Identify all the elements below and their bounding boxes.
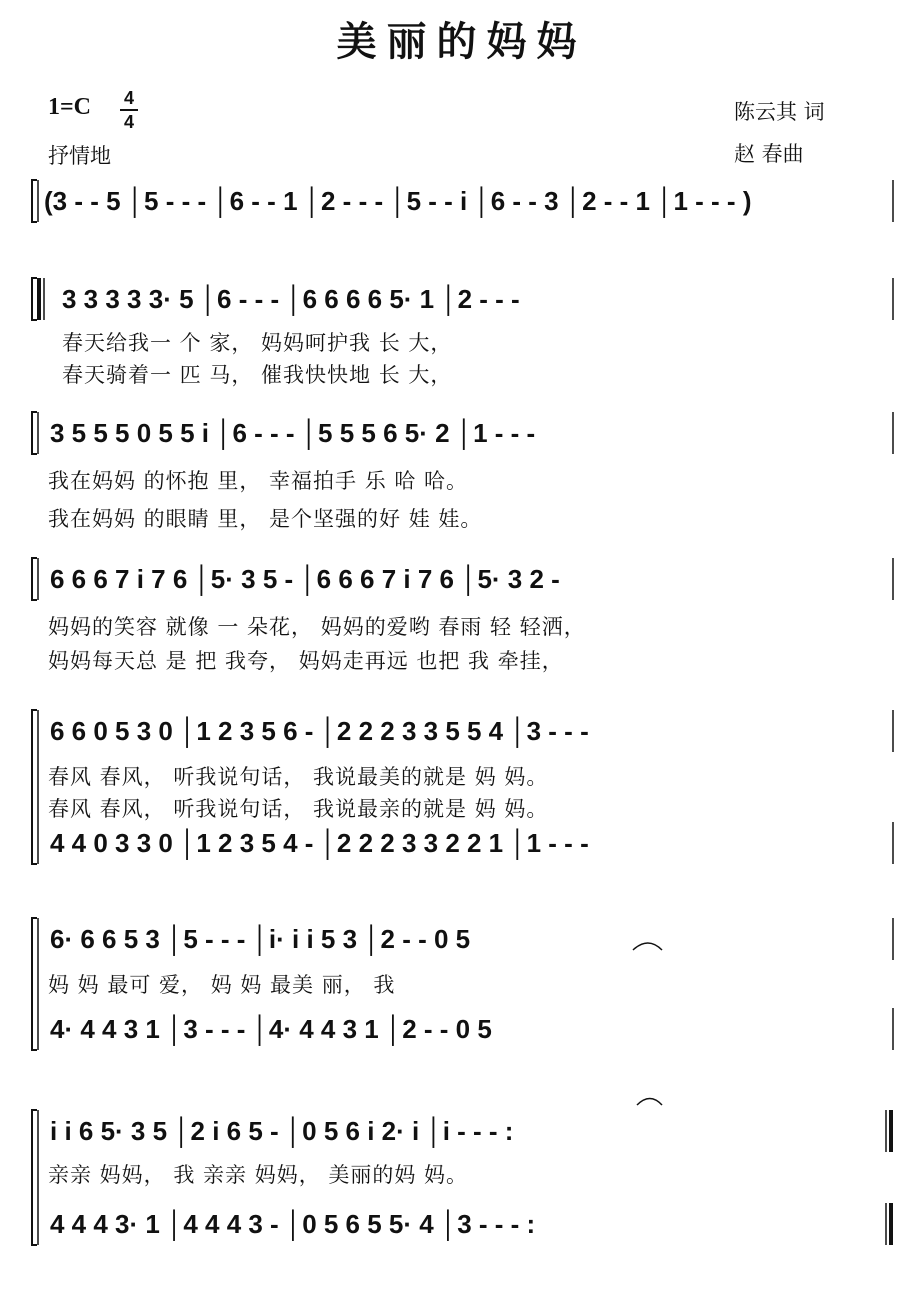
system-1-lyric-verse-1: 春天给我一 个 家， 妈妈呵护我 长 大， <box>62 331 453 355</box>
system-4-lyric-verse-1: 春风 春风， 听我说句话， 我说最美的就是 妈 妈。 <box>48 765 549 789</box>
system-3-lyric-verse-1: 妈妈的笑容 就像 一 朵花， 妈妈的爱哟 春雨 轻 轻洒， <box>48 615 586 639</box>
system-1-notes: 3 3 3 3 3· 5 │6 - - - │6 6 6 6 5· 1 │2 - - - <box>62 284 520 314</box>
time-signature-bottom: 4 <box>123 112 134 132</box>
time-signature-top: 4 <box>123 88 134 108</box>
system-3-notes: 6 6 6 7 i 7 6 │5· 3 5 - │6 6 6 7 i 7 6 │5· 3 2 - <box>50 564 560 594</box>
tempo-marking: 抒情地 <box>48 144 111 168</box>
system-4-notes: 6 6 0 5 3 0 │1 2 3 5 6 - │2 2 2 3 3 5 5 4 │3 - - - <box>50 716 589 746</box>
system-6-lyric-verse-1: 亲亲 妈妈， 我 亲亲 妈妈， 美丽的妈 妈。 <box>48 1163 469 1187</box>
system-1-lyric-verse-2: 春天骑着一 匹 马， 催我快快地 长 大， <box>62 363 453 387</box>
system-2-lyric-verse-2: 我在妈妈 的眼睛 里， 是个坚强的好 娃 娃。 <box>48 507 483 531</box>
system-2-notes: 3 5 5 5 0 5 5 i │6 - - - │5 5 5 6 5· 2 │1 - - - <box>50 418 536 448</box>
system-2-lyric-verse-1: 我在妈妈 的怀抱 里， 幸福拍手 乐 哈 哈。 <box>48 469 469 493</box>
composer-credit: 赵 春曲 <box>734 142 804 166</box>
system-5-notes: 6· 6 6 5 3 │5 - - - │i· i i 5 3 │2 - - 0 5 <box>50 924 471 954</box>
system-5-lyric-verse-1: 妈 妈 最可 爱， 妈 妈 最美 丽， 我 <box>48 973 396 997</box>
system-6-lower-voice: 4 4 4 3· 1 │4 4 4 3 - │0 5 6 5 5· 4 │3 - - - : <box>50 1209 536 1239</box>
song-title: 美丽的妈妈 <box>336 18 587 65</box>
system-5-lower-voice: 4· 4 4 3 1 │3 - - - │4· 4 4 3 1 │2 - - 0 5 <box>50 1014 492 1044</box>
intro-notes: (3 - - 5 │5 - - - │6 - - 1 │2 - - - │5 - - i │6 - - 3 │2 - - 1 │1 - - - ) <box>44 186 752 216</box>
system-3-lyric-verse-2: 妈妈每天总 是 把 我夸， 妈妈走再远 也把 我 牵挂， <box>48 649 564 673</box>
system-4-lyric-verse-2: 春风 春风， 听我说句话， 我说最亲的就是 妈 妈。 <box>48 797 549 821</box>
system-6-notes: i i 6 5· 3 5 │2 i 6 5 - │0 5 6 i 2· i │i - - - : <box>50 1116 514 1146</box>
lyricist-credit: 陈云其 词 <box>734 100 825 124</box>
system-4-lower-voice: 4 4 0 3 3 0 │1 2 3 5 4 - │2 2 2 3 3 2 2 1 │1 - - - <box>50 828 589 858</box>
key-signature: 1=C <box>48 94 92 120</box>
